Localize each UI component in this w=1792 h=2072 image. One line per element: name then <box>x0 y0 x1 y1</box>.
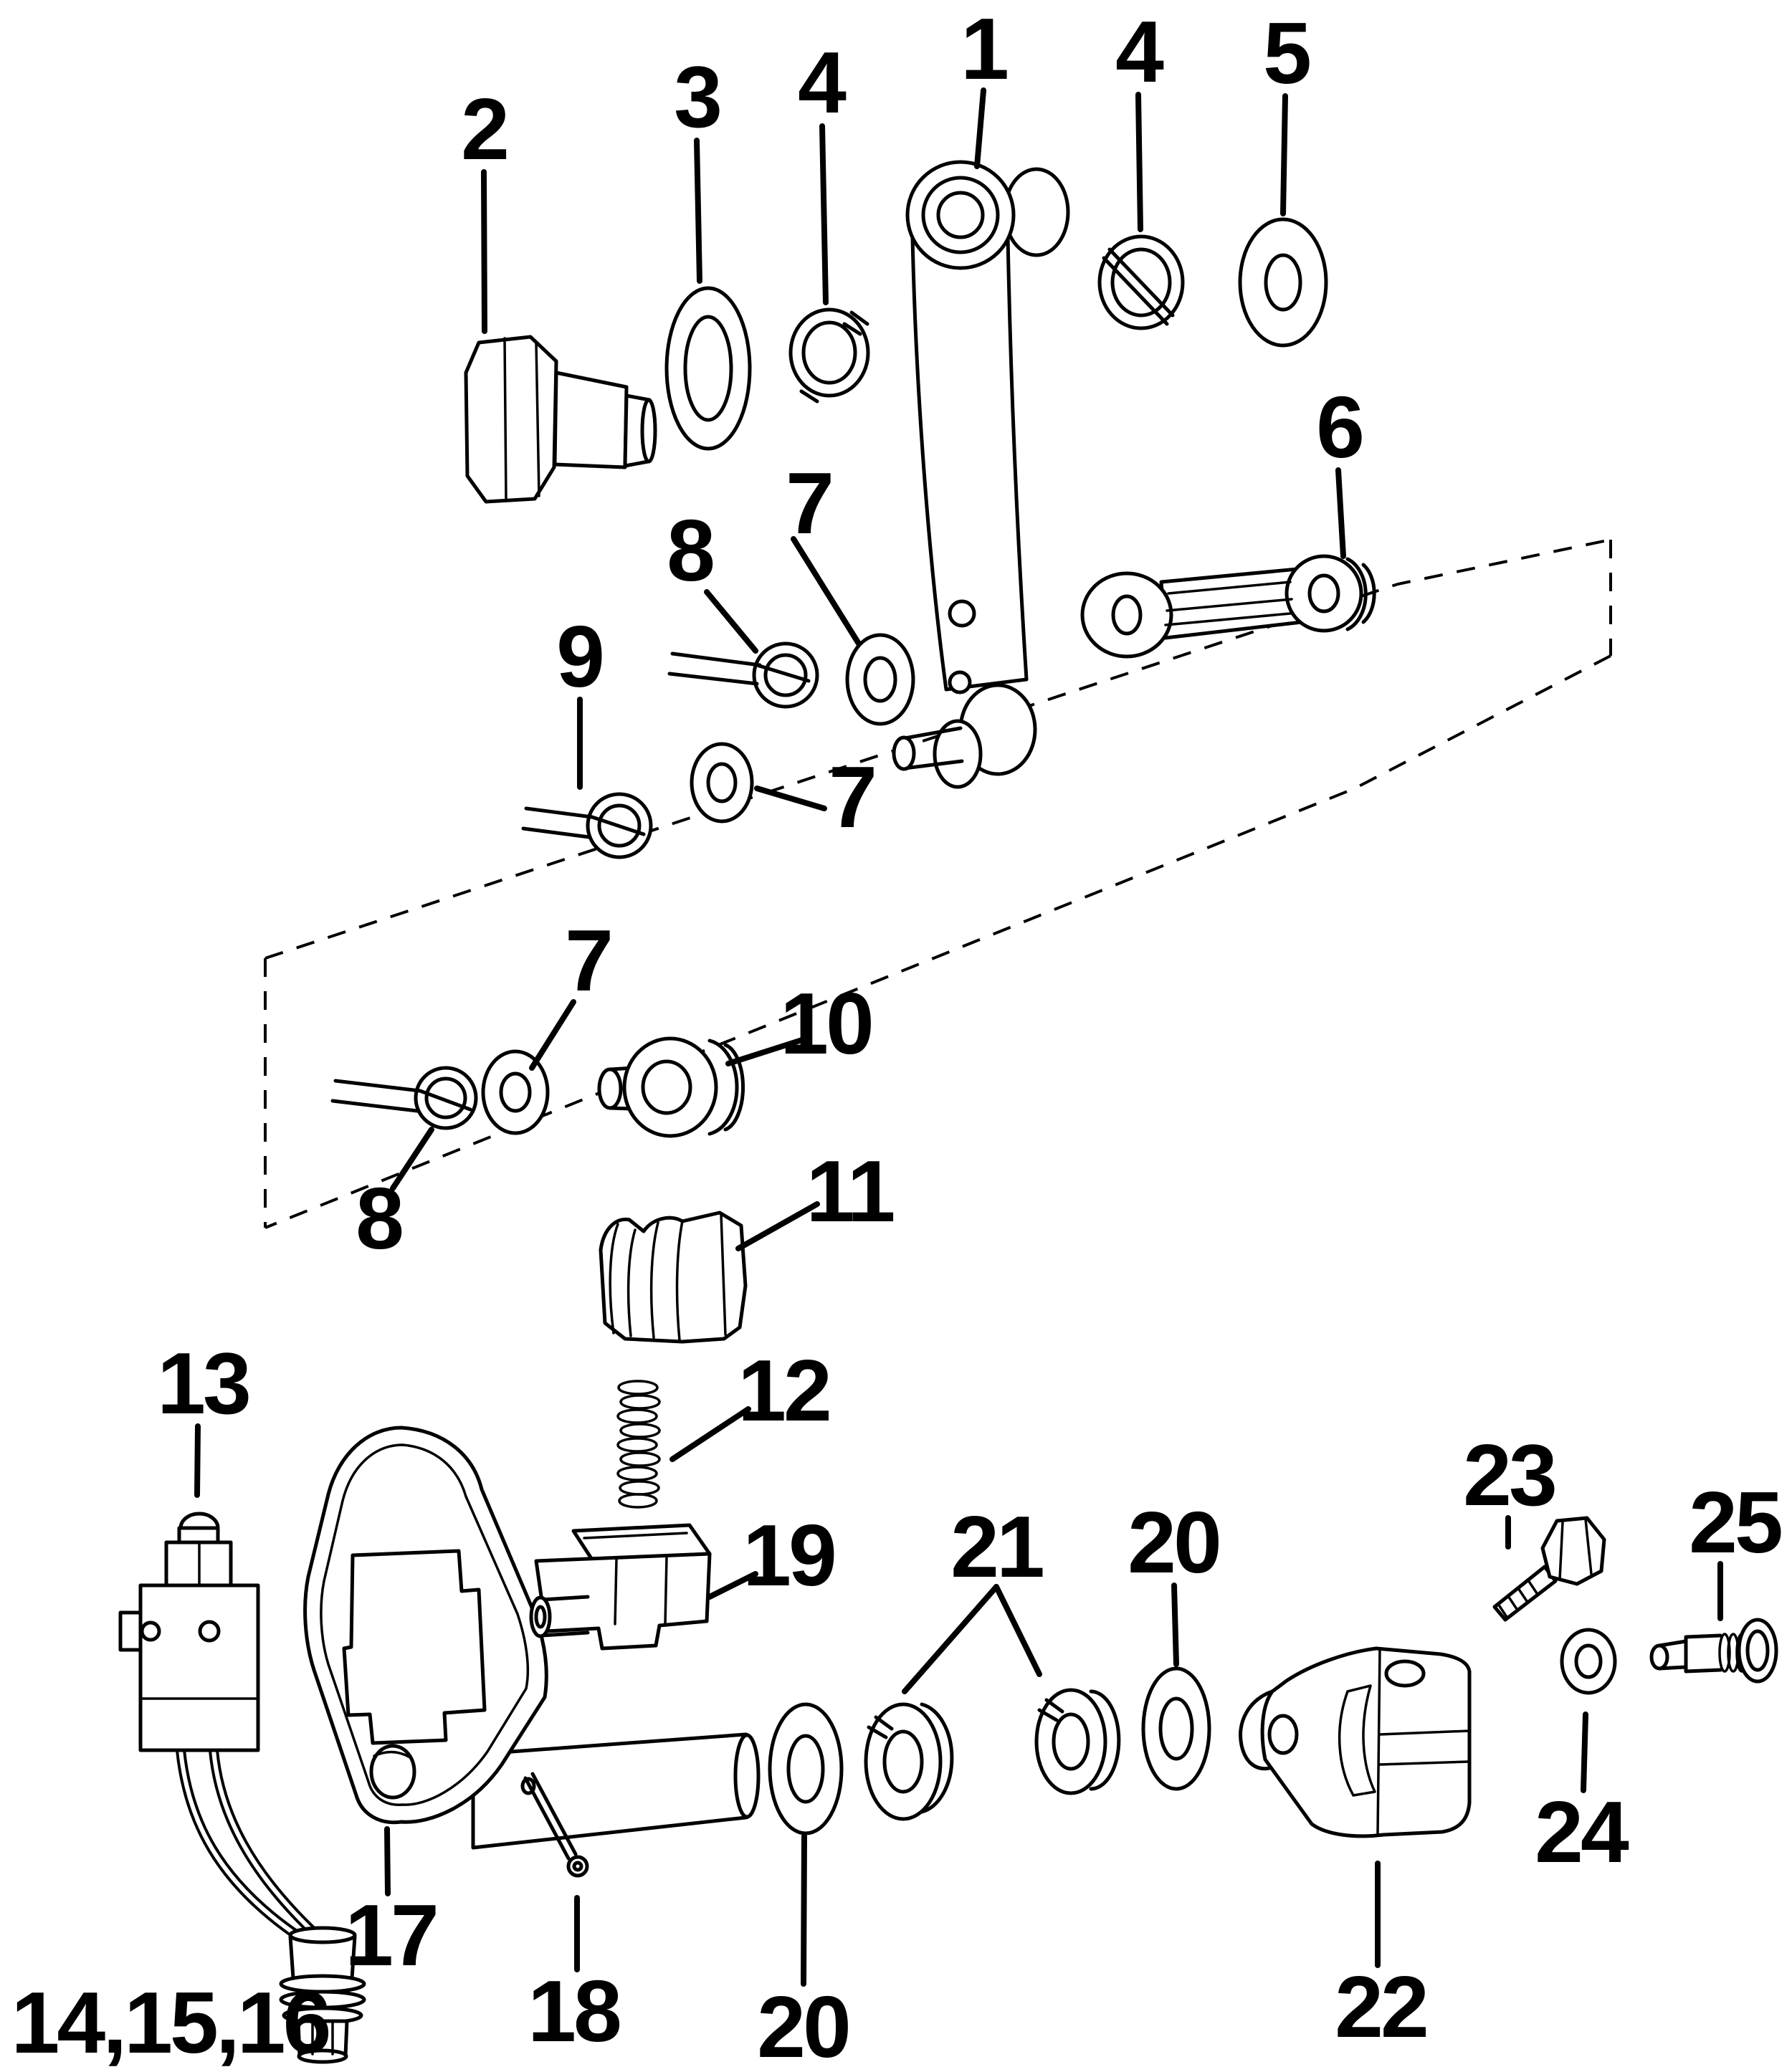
callout-leader-12 <box>672 1409 748 1459</box>
part-4-retaining-clip-left <box>791 310 868 401</box>
callout-23: 23 <box>1463 1426 1555 1524</box>
callout-18: 18 <box>528 1962 619 2060</box>
callout-leader-1 <box>977 90 983 166</box>
callout-8a: 8 <box>667 502 712 599</box>
callout-10: 10 <box>780 975 872 1072</box>
callout-24: 24 <box>1535 1783 1626 1881</box>
part-13-switch <box>120 1514 320 1938</box>
part-8-cotter-pin-upper <box>669 644 817 707</box>
part-10-detent-plunger <box>599 1039 743 1136</box>
callout-8b: 8 <box>356 1170 401 1267</box>
callout-20a: 20 <box>757 1978 849 2072</box>
part-20-washer-right <box>1143 1668 1209 1789</box>
callout-leader-17 <box>387 1829 388 1894</box>
callout-7a: 7 <box>786 454 831 552</box>
callout-leader-6 <box>1338 470 1343 556</box>
callout-12: 12 <box>738 1342 829 1439</box>
part-9-cotter-pin <box>523 794 651 857</box>
callout-141516: 14,15,16 <box>11 1974 329 2071</box>
part-22-shift-cam <box>1241 1648 1469 1836</box>
part-17-shift-rod <box>473 1734 758 1848</box>
callout-19: 19 <box>743 1507 834 1604</box>
callout-3: 3 <box>674 48 720 145</box>
callout-leader-13 <box>197 1426 198 1495</box>
callout-leader-8a <box>707 592 756 651</box>
callout-leader-4b <box>1138 95 1140 229</box>
callout-6: 6 <box>1316 378 1362 476</box>
part-2-hex-bolt <box>466 337 655 502</box>
part-24-washer <box>1562 1630 1615 1693</box>
callout-25: 25 <box>1689 1474 1781 1571</box>
callout-leader-24 <box>1583 1714 1586 1790</box>
part-21-split-bushings <box>866 1690 1119 1819</box>
part-4-retaining-clip-right <box>1100 237 1183 328</box>
callout-leader-21-1 <box>996 1587 1039 1674</box>
part-6-link <box>1082 556 1374 657</box>
callout-leader-7c <box>532 1002 573 1068</box>
callout-13: 13 <box>157 1335 249 1432</box>
part-7-washer-middle <box>692 744 752 821</box>
callout-9: 9 <box>556 608 602 705</box>
callout-4a: 4 <box>798 34 844 131</box>
callout-17: 17 <box>345 1886 437 1984</box>
callout-leader-7b <box>757 788 824 808</box>
callout-11: 11 <box>806 1142 893 1240</box>
dashed-projection-plane <box>265 540 1611 1228</box>
part-25-stud <box>1652 1620 1776 1681</box>
part-8-cotter-pin-inset <box>333 1068 476 1128</box>
callout-leader-11 <box>738 1204 817 1249</box>
callout-leader-20b <box>1174 1585 1176 1664</box>
part-7-washer-inset <box>483 1051 548 1133</box>
callout-2: 2 <box>461 80 507 178</box>
callout-7c: 7 <box>565 912 611 1009</box>
part-20-washer-left <box>770 1704 842 1833</box>
callout-leader-3 <box>697 140 700 281</box>
callout-21: 21 <box>950 1498 1042 1595</box>
part-7-washer-upper <box>847 635 913 724</box>
part-11-detent-cam <box>601 1213 745 1342</box>
callout-1: 1 <box>961 0 1006 97</box>
callout-leader-5 <box>1283 96 1285 214</box>
part-1-shift-lever-arm <box>894 162 1068 787</box>
callout-5: 5 <box>1263 4 1309 102</box>
part-12-detent-spring <box>618 1381 659 1507</box>
callout-leader-21 <box>905 1587 996 1691</box>
part-5-washer <box>1240 219 1326 345</box>
callout-7b: 7 <box>829 748 874 846</box>
callout-20b: 20 <box>1128 1494 1219 1591</box>
part-19-detent-housing <box>531 1525 710 1648</box>
callout-4b: 4 <box>1115 3 1161 100</box>
callout-22: 22 <box>1335 1958 1426 2056</box>
part-3-bushing <box>667 288 750 449</box>
callout-leader-7a <box>793 539 859 644</box>
callout-leader-2 <box>484 172 485 331</box>
callout-leader-4a <box>822 126 826 302</box>
